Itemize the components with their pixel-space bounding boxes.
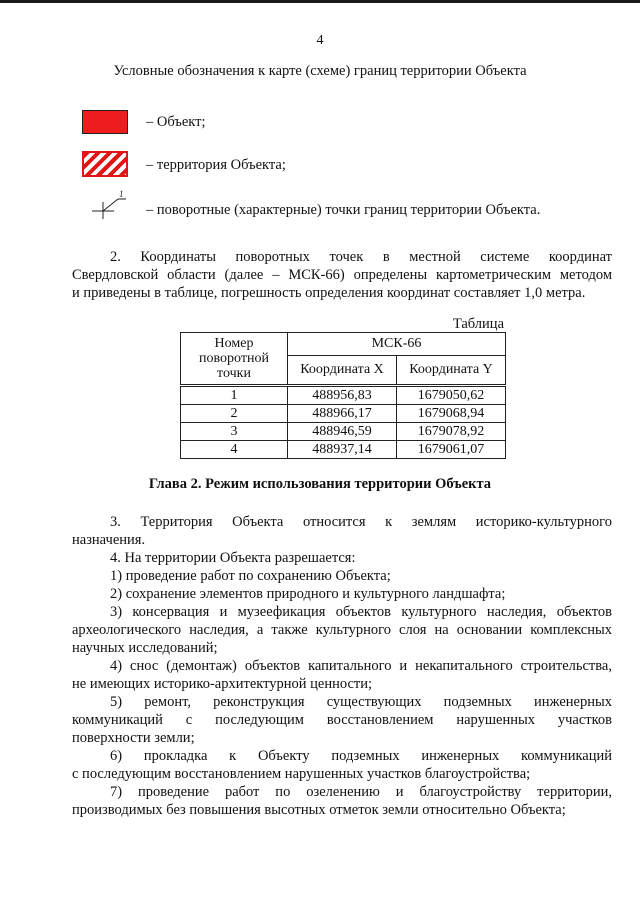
header-coordinate-y: Координата Y	[397, 356, 506, 386]
paragraph-3-line-2: назначения.	[72, 532, 146, 548]
legend-text-points: – поворотные (характерные) точки границ территории Объекта.	[146, 202, 541, 218]
cell-point-number: 2	[181, 405, 288, 423]
item-5-line-1: 5) ремонт, реконструкция существующих подземных инженерных	[110, 694, 612, 710]
cell-coordinate-y: 1679068,94	[397, 405, 506, 423]
paragraph-4: 4. На территории Объекта разрешается:	[110, 550, 356, 566]
cell-coordinate-y: 1679061,07	[397, 441, 506, 459]
header-coordinate-x: Координата X	[288, 356, 397, 386]
legend-text-territory: – территория Объекта;	[146, 157, 286, 173]
item-3-line-2: археологического наследия, а также культурного слоя на основании комплексных	[72, 622, 612, 638]
cell-point-number: 1	[181, 386, 288, 405]
turning-point-icon	[88, 189, 138, 219]
legend-text-object: – Объект;	[146, 114, 206, 130]
table-caption: Таблица	[452, 316, 504, 332]
table-row	[181, 386, 506, 405]
cell-coordinate-x: 488956,83	[288, 386, 397, 405]
body-text	[72, 513, 612, 819]
red-solid-rectangle-icon	[82, 110, 128, 134]
item-5-line-3: поверхности земли;	[72, 730, 195, 746]
cell-coordinate-x: 488946,59	[288, 423, 397, 441]
table-row	[181, 405, 506, 423]
chapter-title: Глава 2. Режим использования территории Объекта	[148, 476, 492, 492]
item-4-line-1: 4) снос (демонтаж) объектов капитального и некапитального строительства,	[110, 658, 612, 674]
section-2-line-2: Свердловской области (далее – МСК-66) определены картометрическим методом	[72, 267, 612, 283]
section-2-line-3: и приведены в таблице, погрешность определения координат составляет 1,0 метра.	[72, 285, 586, 301]
header-coordinate-system: МСК-66	[288, 333, 506, 356]
cell-coordinate-x: 488937,14	[288, 441, 397, 459]
turning-point-label: 1	[119, 189, 124, 199]
legend-row-object	[82, 108, 128, 136]
cell-point-number: 3	[181, 423, 288, 441]
item-7-line-1: 7) проведение работ по озеленению и благоустройству территории,	[110, 784, 612, 800]
legend-row-points	[88, 190, 138, 218]
cell-point-number: 4	[181, 441, 288, 459]
item-6-line-2: с последующим восстановлением нарушенных участков благоустройства;	[72, 766, 531, 782]
item-5-line-2: коммуникаций с последующим восстановлением нарушенных участков	[72, 712, 612, 728]
item-6-line-1: 6) прокладка к Объекту подземных инженерных коммуникаций	[110, 748, 612, 764]
cell-coordinate-x: 488966,17	[288, 405, 397, 423]
paragraph-3-line-1: 3. Территория Объекта относится к землям историко-культурного	[110, 514, 612, 530]
legend-row-territory	[82, 150, 128, 178]
page-number: 4	[316, 33, 324, 48]
item-1: 1) проведение работ по сохранению Объекта;	[110, 568, 391, 584]
red-hatched-rectangle-icon	[82, 151, 128, 177]
section-2-paragraph	[72, 248, 612, 302]
item-3-line-3: научных исследований;	[72, 640, 218, 656]
legend-title: Условные обозначения к карте (схеме) границ территории Объекта	[113, 63, 527, 79]
item-2: 2) сохранение элементов природного и культурного ландшафта;	[110, 586, 506, 602]
table-header-row-1	[181, 333, 506, 356]
header-point-number: Номер поворотной точки	[181, 333, 288, 386]
table-row	[181, 423, 506, 441]
cell-coordinate-y: 1679050,62	[397, 386, 506, 405]
table-row	[181, 441, 506, 459]
item-7-line-2: производимых без повышения высотных отметок земли относительно Объекта;	[72, 802, 566, 818]
section-2-line-1: 2. Координаты поворотных точек в местной системе координат	[110, 249, 612, 265]
coordinates-table	[180, 332, 506, 459]
item-4-line-2: не имеющих историко-архитектурной ценности;	[72, 676, 373, 692]
cell-coordinate-y: 1679078,92	[397, 423, 506, 441]
item-3-line-1: 3) консервация и музеефикация объектов культурного наследия, объектов	[110, 604, 612, 620]
